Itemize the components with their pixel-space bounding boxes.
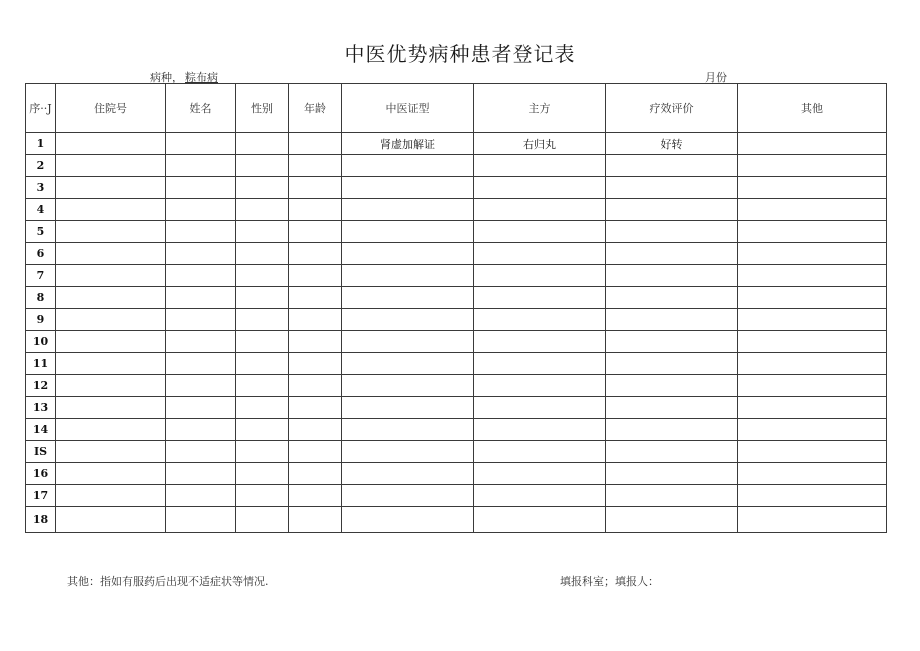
table-cell-other: [738, 507, 887, 533]
table-cell-efficacy: [606, 155, 738, 177]
table-cell-gender: [236, 485, 289, 507]
table-cell-efficacy: [606, 177, 738, 199]
table-cell-name: [166, 243, 236, 265]
page-title: 中医优势病种患者登记表: [344, 42, 576, 66]
table-cell-main-formula: 右归丸: [474, 133, 606, 155]
table-row: [26, 221, 887, 243]
table-row: [26, 309, 887, 331]
row-number: 18: [26, 507, 56, 533]
table-row: [26, 177, 887, 199]
row-number: 11: [26, 353, 56, 375]
table-cell-age: [289, 419, 342, 441]
row-number: 1: [26, 133, 56, 155]
table-cell-efficacy: [606, 441, 738, 463]
table-row: [26, 397, 887, 419]
table-cell-name: [166, 441, 236, 463]
table-cell-name: [166, 331, 236, 353]
table-cell-other: [738, 221, 887, 243]
row-number: 2: [26, 155, 56, 177]
table-cell-age: [289, 397, 342, 419]
table-cell-main-formula: [474, 419, 606, 441]
table-cell-name: [166, 397, 236, 419]
table-cell-admission-no: [56, 331, 166, 353]
table-cell-main-formula: [474, 199, 606, 221]
table-cell-gender: [236, 375, 289, 397]
table-cell-main-formula: [474, 353, 606, 375]
table-cell-admission-no: [56, 287, 166, 309]
table-cell-efficacy: [606, 419, 738, 441]
header-seq: 序··J: [26, 84, 56, 133]
table-cell-gender: [236, 199, 289, 221]
table-cell-other: [738, 397, 887, 419]
table-cell-gender: [236, 221, 289, 243]
table-cell-admission-no: [56, 353, 166, 375]
table-cell-main-formula: [474, 243, 606, 265]
table-cell-tcm-syndrome: [342, 375, 474, 397]
table-row: [26, 375, 887, 397]
table-cell-name: [166, 463, 236, 485]
table-cell-admission-no: [56, 133, 166, 155]
table-cell-admission-no: [56, 265, 166, 287]
table-cell-main-formula: [474, 221, 606, 243]
table-cell-admission-no: [56, 463, 166, 485]
table-cell-efficacy: [606, 463, 738, 485]
header-other: 其他: [738, 84, 887, 133]
table-cell-name: [166, 177, 236, 199]
header-gender: 性别: [236, 84, 289, 133]
table-cell-age: [289, 155, 342, 177]
table-cell-other: [738, 441, 887, 463]
disease-value: 粽布病: [185, 71, 218, 84]
table-cell-name: [166, 507, 236, 533]
table-cell-gender: [236, 287, 289, 309]
table-cell-tcm-syndrome: [342, 353, 474, 375]
footer-department: 填报科室；填报人：: [560, 575, 659, 588]
table-cell-name: [166, 485, 236, 507]
table-cell-name: [166, 309, 236, 331]
table-cell-efficacy: [606, 331, 738, 353]
table-row: [26, 133, 887, 155]
table-cell-tcm-syndrome: [342, 221, 474, 243]
header-tcm-syndrome: 中医证型: [342, 84, 474, 133]
table-row: [26, 199, 887, 221]
table-cell-age: [289, 375, 342, 397]
table-cell-gender: [236, 463, 289, 485]
row-number: 5: [26, 221, 56, 243]
table-cell-admission-no: [56, 441, 166, 463]
table-row: [26, 441, 887, 463]
header-admission-no: 住院号: [56, 84, 166, 133]
table-row: [26, 485, 887, 507]
table-cell-main-formula: [474, 155, 606, 177]
table-cell-efficacy: [606, 353, 738, 375]
table-cell-age: [289, 353, 342, 375]
table-cell-efficacy: [606, 243, 738, 265]
table-cell-age: [289, 133, 342, 155]
table-cell-name: [166, 265, 236, 287]
table-cell-main-formula: [474, 463, 606, 485]
table-cell-efficacy: [606, 485, 738, 507]
table-cell-other: [738, 199, 887, 221]
table-cell-gender: [236, 309, 289, 331]
table-cell-tcm-syndrome: [342, 331, 474, 353]
row-number: 13: [26, 397, 56, 419]
row-number: 6: [26, 243, 56, 265]
row-number: 10: [26, 331, 56, 353]
table-cell-name: [166, 375, 236, 397]
table-cell-main-formula: [474, 485, 606, 507]
table-row: [26, 463, 887, 485]
table-row: [26, 331, 887, 353]
table-cell-age: [289, 485, 342, 507]
table-cell-tcm-syndrome: [342, 507, 474, 533]
table-cell-tcm-syndrome: [342, 463, 474, 485]
table-cell-age: [289, 265, 342, 287]
table-cell-gender: [236, 331, 289, 353]
table-cell-tcm-syndrome: [342, 441, 474, 463]
month-label: 月份: [705, 71, 727, 84]
table-cell-efficacy: [606, 265, 738, 287]
table-cell-main-formula: [474, 177, 606, 199]
header-main-formula: 主方: [474, 84, 606, 133]
table-cell-gender: [236, 155, 289, 177]
table-cell-admission-no: [56, 397, 166, 419]
row-number: 14: [26, 419, 56, 441]
table-cell-admission-no: [56, 199, 166, 221]
table-cell-efficacy: [606, 397, 738, 419]
table-cell-main-formula: [474, 331, 606, 353]
row-number: 3: [26, 177, 56, 199]
table-cell-tcm-syndrome: [342, 397, 474, 419]
table-cell-efficacy: [606, 221, 738, 243]
table-cell-admission-no: [56, 243, 166, 265]
table-cell-other: [738, 287, 887, 309]
table-cell-admission-no: [56, 507, 166, 533]
table-cell-gender: [236, 265, 289, 287]
table-row: [26, 243, 887, 265]
table-cell-main-formula: [474, 287, 606, 309]
row-number: 8: [26, 287, 56, 309]
table-cell-name: [166, 287, 236, 309]
table-cell-admission-no: [56, 221, 166, 243]
table-cell-other: [738, 155, 887, 177]
table-cell-main-formula: [474, 397, 606, 419]
table-cell-name: [166, 221, 236, 243]
table-cell-tcm-syndrome: [342, 265, 474, 287]
row-number: 12: [26, 375, 56, 397]
table-cell-name: [166, 419, 236, 441]
table-cell-tcm-syndrome: [342, 243, 474, 265]
table-row: [26, 155, 887, 177]
table-cell-name: [166, 133, 236, 155]
table-cell-main-formula: [474, 441, 606, 463]
table-cell-admission-no: [56, 419, 166, 441]
table-cell-tcm-syndrome: [342, 177, 474, 199]
row-number: 7: [26, 265, 56, 287]
table-cell-efficacy: [606, 309, 738, 331]
header-efficacy: 疗效评价: [606, 84, 738, 133]
table-cell-main-formula: [474, 265, 606, 287]
table-header-row: [26, 84, 887, 133]
table-cell-other: [738, 265, 887, 287]
table-row: [26, 353, 887, 375]
table-cell-gender: [236, 441, 289, 463]
table-cell-gender: [236, 397, 289, 419]
table-cell-name: [166, 199, 236, 221]
table-cell-age: [289, 463, 342, 485]
table-cell-gender: [236, 507, 289, 533]
table-cell-age: [289, 177, 342, 199]
row-number: IS: [26, 441, 56, 463]
table-cell-other: [738, 243, 887, 265]
table-cell-other: [738, 419, 887, 441]
table-cell-gender: [236, 353, 289, 375]
table-cell-tcm-syndrome: 肾虚加解证: [342, 133, 474, 155]
table-cell-gender: [236, 133, 289, 155]
table-cell-efficacy: [606, 507, 738, 533]
table-cell-other: [738, 375, 887, 397]
header-name: 姓名: [166, 84, 236, 133]
table-cell-admission-no: [56, 155, 166, 177]
table-cell-tcm-syndrome: [342, 199, 474, 221]
table-cell-other: [738, 133, 887, 155]
table-cell-other: [738, 485, 887, 507]
table-cell-admission-no: [56, 177, 166, 199]
table-cell-age: [289, 507, 342, 533]
row-number: 9: [26, 309, 56, 331]
table-cell-gender: [236, 177, 289, 199]
table-cell-tcm-syndrome: [342, 309, 474, 331]
table-cell-gender: [236, 419, 289, 441]
table-cell-tcm-syndrome: [342, 287, 474, 309]
header-age: 年龄: [289, 84, 342, 133]
table-cell-age: [289, 331, 342, 353]
table-cell-name: [166, 155, 236, 177]
table-cell-admission-no: [56, 375, 166, 397]
table-cell-tcm-syndrome: [342, 155, 474, 177]
footer-note: 其他：指如有服药后出现不适症状等情况.: [67, 575, 269, 588]
table-cell-name: [166, 353, 236, 375]
disease-label: 病种，: [150, 71, 183, 84]
table-cell-efficacy: [606, 375, 738, 397]
row-number: 4: [26, 199, 56, 221]
table-cell-other: [738, 353, 887, 375]
table-row: [26, 265, 887, 287]
registration-table: [25, 83, 887, 533]
table-cell-age: [289, 441, 342, 463]
table-cell-other: [738, 463, 887, 485]
table-cell-tcm-syndrome: [342, 419, 474, 441]
table-cell-efficacy: 好转: [606, 133, 738, 155]
table-row: [26, 507, 887, 533]
table-cell-age: [289, 287, 342, 309]
table-row: [26, 287, 887, 309]
table-cell-main-formula: [474, 375, 606, 397]
table-cell-age: [289, 243, 342, 265]
table-cell-age: [289, 221, 342, 243]
table-cell-other: [738, 177, 887, 199]
table-cell-main-formula: [474, 507, 606, 533]
row-number: 16: [26, 463, 56, 485]
table-cell-other: [738, 309, 887, 331]
table-cell-efficacy: [606, 287, 738, 309]
table-cell-gender: [236, 243, 289, 265]
table-row: [26, 419, 887, 441]
table-cell-main-formula: [474, 309, 606, 331]
table-cell-age: [289, 309, 342, 331]
table-cell-tcm-syndrome: [342, 485, 474, 507]
table-cell-other: [738, 331, 887, 353]
table-cell-admission-no: [56, 485, 166, 507]
table-cell-efficacy: [606, 199, 738, 221]
row-number: 17: [26, 485, 56, 507]
table-cell-age: [289, 199, 342, 221]
table-cell-admission-no: [56, 309, 166, 331]
table-body: [26, 133, 887, 533]
